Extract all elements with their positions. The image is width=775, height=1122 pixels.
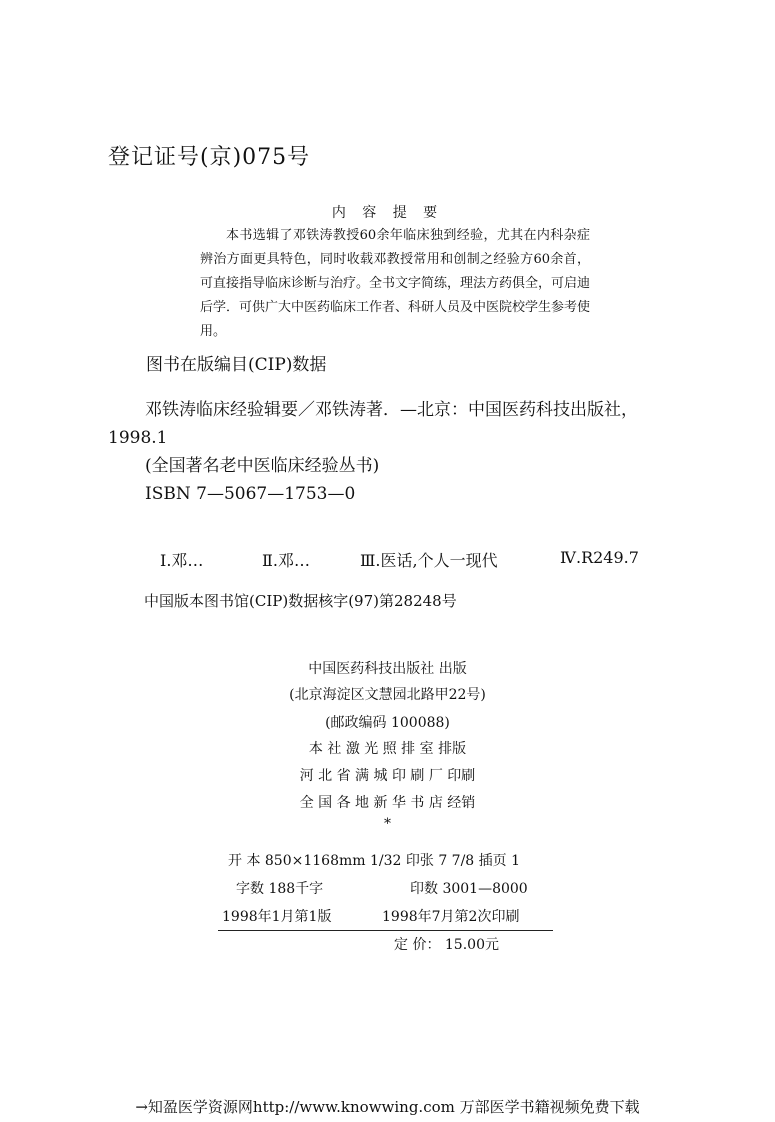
publisher-address: (北京海淀区文慧园北路甲22号)	[289, 687, 486, 703]
cip-title-line: 邓铁涛临床经验辑要／邓铁涛著．—北京：中国医药科技出版社，1998.1	[108, 400, 638, 448]
cip-record	[108, 396, 673, 508]
cip-isbn-line: ISBN 7—5067—1753—0	[145, 484, 356, 504]
cip-series-line: (全国著名老中医临床经验丛书)	[145, 456, 380, 476]
classification-item: Ⅰ.邓…	[160, 551, 204, 570]
print-count: 印数 3001—8000	[410, 881, 528, 897]
classification-item: Ⅳ.R249.7	[560, 548, 639, 567]
edition-line: 1998年1月第1版	[222, 909, 332, 925]
summary-paragraph: 本书选辑了邓铁涛教授60余年临床独到经验，尤其在内科杂症辨治方面更具特色，同时收载邓教授常用和创制之经验方60余首，可直接指导临床诊断与治疗。全书文字简练，理法方药俱全，可启迪后学．可供广大中医药临床工作者、科研人员及中医院校学生参考使用。	[200, 228, 591, 339]
word-count: 字数 188千字	[236, 881, 324, 897]
format-line: 开 本 850×1168mm 1/32 印张 7 7/8 插页 1	[228, 853, 521, 869]
divider-rule	[218, 930, 553, 931]
registration-number: 登记证号(京)075号	[108, 145, 311, 170]
classification-item: Ⅱ.邓…	[262, 551, 310, 570]
summary-title: 内 容 提 要	[331, 205, 444, 221]
postal-code: (邮政编码 100088)	[325, 715, 450, 731]
separator-star: *	[384, 816, 391, 832]
printing-edition: 1998年7月第2次印刷	[382, 909, 520, 925]
price-line: 定 价： 15.00元	[394, 937, 499, 953]
footer-link[interactable]: →知盈医学资源网http://www.knowwing.com 万部医学书籍视频免费下载	[135, 1098, 640, 1116]
cip-verify-line: 中国版本图书馆(CIP)数据核字(97)第28248号	[144, 592, 457, 610]
cip-heading: 图书在版编目(CIP)数据	[146, 355, 327, 375]
typesetting-line: 本 社 激 光 照 排 室 排版	[308, 741, 467, 757]
summary-body	[200, 224, 590, 344]
publisher-line: 中国医药科技出版社 出版	[308, 661, 467, 677]
distribution-line: 全 国 各 地 新 华 书 店 经销	[299, 795, 476, 811]
classification-item: Ⅲ.医话,个人一现代	[360, 551, 498, 570]
printing-line: 河 北 省 满 城 印 刷 厂 印刷	[299, 768, 476, 784]
